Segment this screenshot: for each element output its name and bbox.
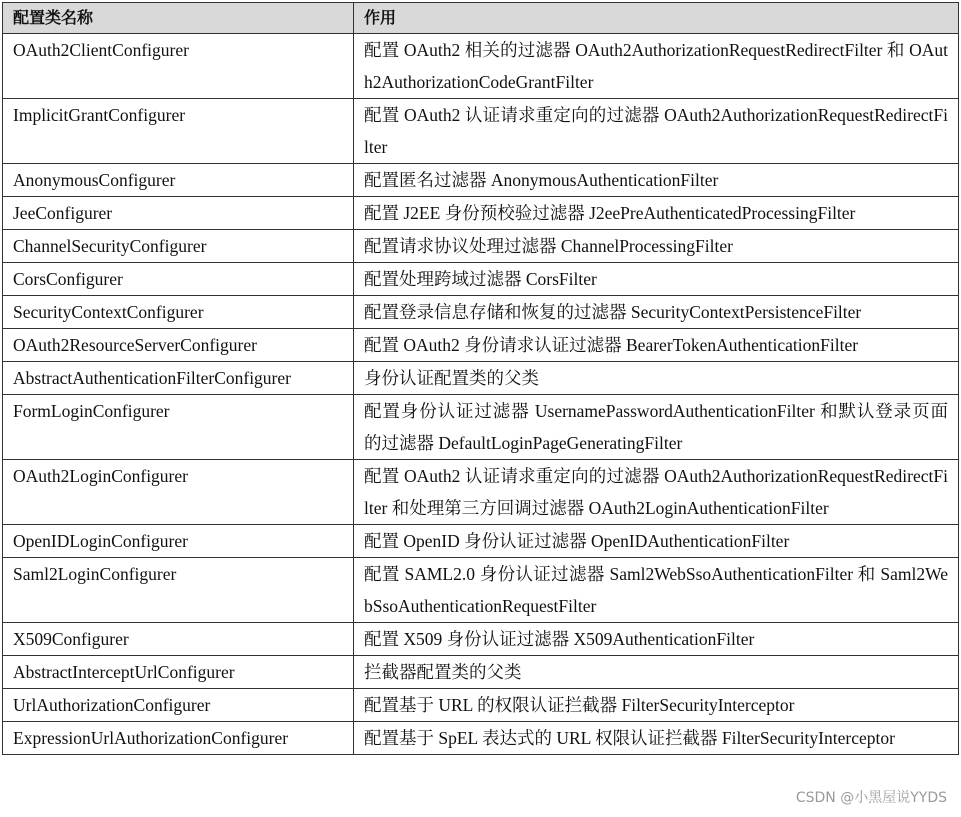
config-class-name-cell: ExpressionUrlAuthorizationConfigurer xyxy=(3,722,354,755)
purpose-cell: 配置基于 SpEL 表达式的 URL 权限认证拦截器 FilterSecurityInterceptor xyxy=(354,722,959,755)
config-class-name-cell: AnonymousConfigurer xyxy=(3,164,354,197)
table-row xyxy=(3,689,959,722)
configurer-table xyxy=(2,2,959,755)
config-class-name-cell: OpenIDLoginConfigurer xyxy=(3,525,354,558)
table-row xyxy=(3,362,959,395)
purpose-cell: 配置 OAuth2 相关的过滤器 OAuth2AuthorizationRequestRedirectFilter 和 OAuth2AuthorizationCodeGrantFilter xyxy=(354,34,959,99)
table-header-row xyxy=(3,3,959,34)
purpose-cell: 配置 OAuth2 身份请求认证过滤器 BearerTokenAuthenticationFilter xyxy=(354,329,959,362)
table-row xyxy=(3,99,959,164)
purpose-cell: 配置 X509 身份认证过滤器 X509AuthenticationFilter xyxy=(354,623,959,656)
purpose-cell: 配置 OAuth2 认证请求重定向的过滤器 OAuth2AuthorizationRequestRedirectFilter xyxy=(354,99,959,164)
config-class-name-cell: AbstractInterceptUrlConfigurer xyxy=(3,656,354,689)
configurer-table-container xyxy=(2,2,958,755)
config-class-name-cell: Saml2LoginConfigurer xyxy=(3,558,354,623)
table-row xyxy=(3,164,959,197)
header-config-class-name: 配置类名称 xyxy=(3,3,354,34)
table-row xyxy=(3,34,959,99)
purpose-cell: 配置 J2EE 身份预校验过滤器 J2eePreAuthenticatedProcessingFilter xyxy=(354,197,959,230)
table-row xyxy=(3,230,959,263)
purpose-cell: 配置身份认证过滤器 UsernamePasswordAuthenticationFilter 和默认登录页面的过滤器 DefaultLoginPageGeneratingFilter xyxy=(354,395,959,460)
table-row xyxy=(3,558,959,623)
csdn-watermark: CSDN @小黑屋说YYDS xyxy=(796,787,947,807)
purpose-cell: 拦截器配置类的父类 xyxy=(354,656,959,689)
config-class-name-cell: ImplicitGrantConfigurer xyxy=(3,99,354,164)
purpose-cell: 配置匿名过滤器 AnonymousAuthenticationFilter xyxy=(354,164,959,197)
table-row xyxy=(3,296,959,329)
config-class-name-cell: OAuth2LoginConfigurer xyxy=(3,460,354,525)
config-class-name-cell: ChannelSecurityConfigurer xyxy=(3,230,354,263)
config-class-name-cell: FormLoginConfigurer xyxy=(3,395,354,460)
purpose-cell: 配置基于 URL 的权限认证拦截器 FilterSecurityInterceptor xyxy=(354,689,959,722)
config-class-name-cell: SecurityContextConfigurer xyxy=(3,296,354,329)
purpose-cell: 配置 OAuth2 认证请求重定向的过滤器 OAuth2AuthorizationRequestRedirectFilter 和处理第三方回调过滤器 OAuth2LoginAuthenticationFilter xyxy=(354,460,959,525)
table-row xyxy=(3,460,959,525)
config-class-name-cell: OAuth2ClientConfigurer xyxy=(3,34,354,99)
table-row xyxy=(3,329,959,362)
table-row xyxy=(3,623,959,656)
config-class-name-cell: X509Configurer xyxy=(3,623,354,656)
table-row xyxy=(3,263,959,296)
purpose-cell: 配置请求协议处理过滤器 ChannelProcessingFilter xyxy=(354,230,959,263)
purpose-cell: 配置处理跨域过滤器 CorsFilter xyxy=(354,263,959,296)
config-class-name-cell: JeeConfigurer xyxy=(3,197,354,230)
config-class-name-cell: UrlAuthorizationConfigurer xyxy=(3,689,354,722)
table-row xyxy=(3,722,959,755)
table-row xyxy=(3,656,959,689)
config-class-name-cell: AbstractAuthenticationFilterConfigurer xyxy=(3,362,354,395)
config-class-name-cell: CorsConfigurer xyxy=(3,263,354,296)
purpose-cell: 配置 OpenID 身份认证过滤器 OpenIDAuthenticationFilter xyxy=(354,525,959,558)
config-class-name-cell: OAuth2ResourceServerConfigurer xyxy=(3,329,354,362)
header-purpose: 作用 xyxy=(354,3,959,34)
purpose-cell: 配置登录信息存储和恢复的过滤器 SecurityContextPersistenceFilter xyxy=(354,296,959,329)
table-row xyxy=(3,525,959,558)
table-row xyxy=(3,395,959,460)
purpose-cell: 身份认证配置类的父类 xyxy=(354,362,959,395)
table-row xyxy=(3,197,959,230)
purpose-cell: 配置 SAML2.0 身份认证过滤器 Saml2WebSsoAuthenticationFilter 和 Saml2WebSsoAuthenticationRequestFilter xyxy=(354,558,959,623)
